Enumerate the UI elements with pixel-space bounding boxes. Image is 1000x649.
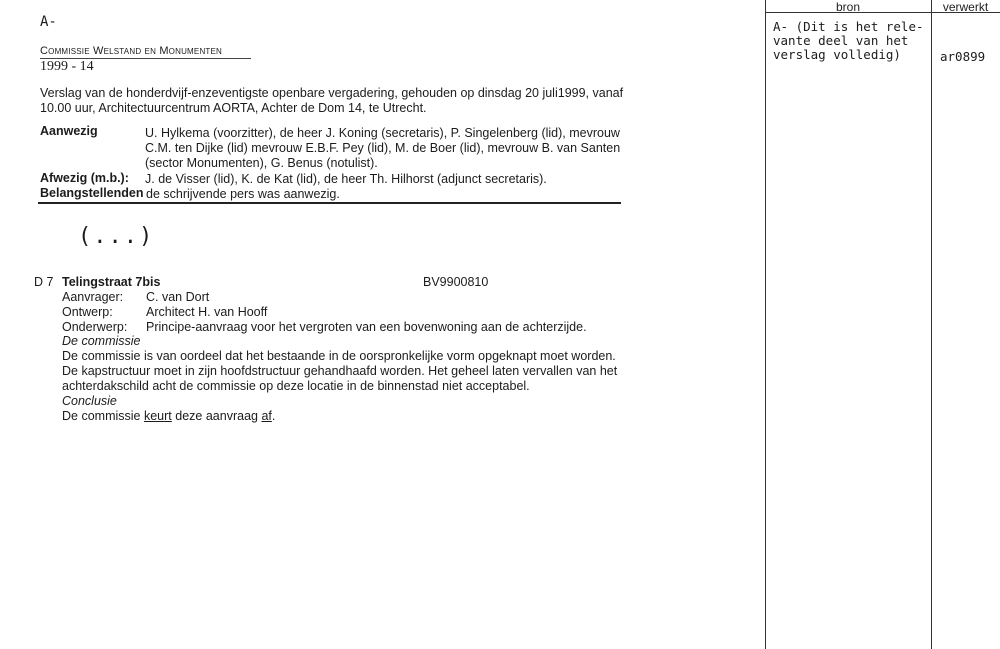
committee-heading: De commissie	[62, 334, 141, 348]
item-reference: BV9900810	[423, 275, 489, 289]
bron-note-line2: vante deel van het	[773, 33, 909, 48]
interested-text: de schrijvende pers was aanwezig.	[146, 187, 340, 201]
meeting-number: 1999 - 14	[40, 59, 94, 74]
applicant-label: Aanvrager:	[62, 290, 124, 304]
committee-name: Commissie Welstand en Monumenten	[40, 45, 223, 57]
conclusion-end: .	[271, 409, 276, 423]
conclusion-line	[62, 409, 275, 423]
conclusion-mid: deze aanvraag	[175, 409, 258, 423]
item-number: D 7	[34, 275, 54, 289]
committee-line-3: achterdakschild acht de commissie op deze locatie in de binnenstad niet acceptabel.	[62, 379, 530, 393]
design-label: Ontwerp:	[62, 305, 113, 319]
absent-text: J. de Visser (lid), K. de Kat (lid), de heer Th. Hilhorst (adjunct secretaris).	[145, 172, 547, 186]
conclusion-prefix: De commissie	[62, 409, 141, 423]
committee-line-2: De kapstructuur moet in zijn hoofdstructuur gehandhaafd worden. Het geheel laten vervallen van het	[62, 364, 618, 378]
present-line-1: U. Hylkema (voorzitter), de heer J. Koning (secretaris), P. Singelenberg (lid), mevrouw	[145, 126, 620, 140]
conclusion-af: af	[261, 409, 272, 423]
applicant-value: C. van Dort	[146, 290, 210, 304]
bron-column-right-border	[931, 0, 932, 649]
subject-label: Onderwerp:	[62, 320, 128, 334]
absent-label: Afwezig (m.b.):	[40, 171, 129, 185]
ellipsis-mark: (...)	[78, 224, 155, 249]
interested-label: Belangstellenden	[40, 186, 144, 200]
item-title: Telingstraat 7bis	[62, 275, 161, 289]
bron-column-left-border	[765, 0, 766, 649]
conclusion-heading: Conclusie	[62, 394, 117, 408]
design-value: Architect H. van Hooff	[146, 305, 268, 319]
conclusion-keurt: keurt	[143, 409, 172, 423]
bron-note-line3: verslag volledig)	[773, 47, 901, 62]
present-label: Aanwezig	[40, 124, 98, 138]
attendance-rule	[38, 202, 621, 204]
present-line-3: (sector Monumenten), G. Benus (notulist).	[145, 156, 378, 170]
present-line-2: C.M. ten Dijke (lid) mevrouw E.B.F. Pey (lid), M. de Boer (lid), mevrouw B. van Santen	[145, 141, 621, 155]
bron-note-line1: A- (Dit is het rele-	[773, 19, 924, 34]
committee-line-1: De commissie is van oordeel dat het bestaande in de oorspronkelijke vorm opgeknapt moet worden.	[62, 349, 616, 363]
corner-mark: A-	[40, 14, 57, 30]
verwerkt-header: verwerkt	[942, 0, 989, 14]
bron-header: bron	[835, 0, 861, 14]
subject-value: Principe-aanvraag voor het vergroten van een bovenwoning aan de achterzijde.	[146, 320, 587, 334]
intro-line-1: Verslag van de honderdvijf-enzeventigste openbare vergadering, gehouden op dinsdag 20 juli1999, vanaf	[40, 86, 624, 100]
intro-line-2: 10.00 uur, Architectuurcentrum AORTA, Achter de Dom 14, te Utrecht.	[40, 101, 427, 115]
verwerkt-code: ar0899	[940, 49, 986, 64]
